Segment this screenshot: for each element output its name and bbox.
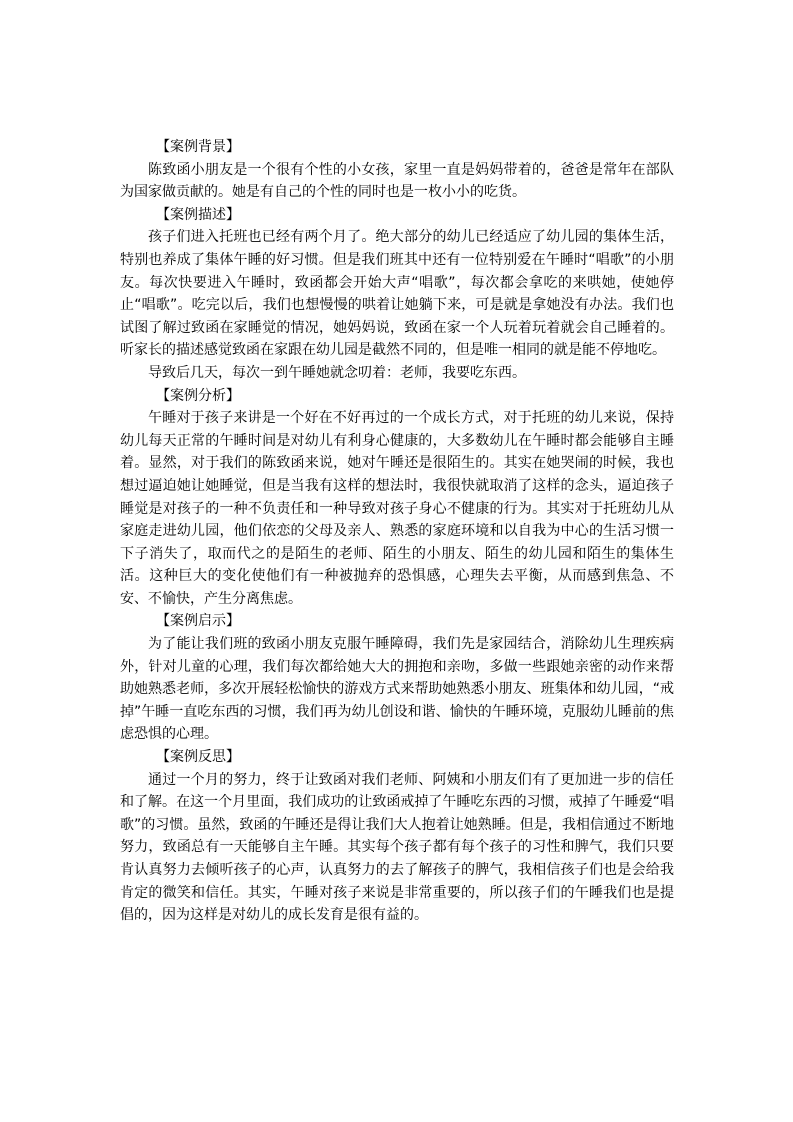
paragraph-description-followup: 导致后几天，每次一到午睡她就念叨着：老师，我要吃东西。 [148,364,526,381]
paragraph-background: 陈致函小朋友是一个很有个性的小女孩，家里一直是妈妈带着的，爸爸是常年在部队为国家做贡献的。她是有自己的个性的同时也是一枚小小的吃货。 [120,161,674,201]
paragraph-inspiration: 为了能让我们班的致函小朋友克服午睡障碍，我们先是家园结合，消除幼儿生理疾病外，针对儿童的心理，我们每次都给她大大的拥抱和亲吻，多做一些跟她亲密的动作来帮助她熟悉老师，多次开展轻松愉快的游戏方式来帮助她熟悉小朋友、班集体和幼儿园，“戒掉”午睡一直吃东西的习惯，我们再为幼儿创设和谐、愉快的午睡环境，克服幼儿睡前的焦虑恐惧的心理。 [120,636,674,743]
paragraph-analysis: 午睡对于孩子来讲是一个好在不好再过的一个成长方式，对于托班的幼儿来说，保持幼儿每天正常的午睡时间是对幼儿有利身心健康的，大多数幼儿在午睡时都会能够自主睡着。显然，对于我们的陈致函来说，她对午睡还是很陌生的。其实在她哭闹的时候，我也想过逼迫她让她睡觉，但是当我有这样的想法时，我很快就取消了这样的念头，逼迫孩子睡觉是对孩子的一种不负责任和一种导致对孩子身心不健康的行为。其实对于托班幼儿从家庭走进幼儿园，他们依恋的父母及亲人、熟悉的家庭环境和以自我为中心的生活习惯一下子消失了，取而代之的是陌生的老师、陌生的小朋友、陌生的幼儿园和陌生的集体生活。这种巨大的变化使他们有一种被抛弃的恐惧感，心理失去平衡，从而感到焦急、不安、不愉快，产生分离焦虑。 [120,410,674,607]
section-heading-description: 【案例描述】 [156,206,240,223]
section-heading-background: 【案例背景】 [156,139,240,155]
document-body [120,136,674,927]
section-heading-inspiration: 【案例启示】 [156,613,240,630]
paragraph-description: 孩子们进入托班也已经有两个月了。绝大部分的幼儿已经适应了幼儿园的集体生活，特别也养成了集体午睡的好习惯。但是我们班其中还有一位特别爱在午睡时“唱歌”的小朋友。每次快要进入午睡时，致函都会开始大声“唱歌”，每次都会拿吃的来哄她，使她停止“唱歌”。吃完以后，我们也想慢慢的哄着让她躺下来，可是就是拿她没有办法。我们也试图了解过致函在家睡觉的情况，她妈妈说，致函在家一个人玩着玩着就会自己睡着的。听家长的描述感觉致函在家跟在幼儿园是截然不同的，但是唯一相同的就是能不停地吃。 [120,229,674,359]
section-heading-reflection: 【案例反思】 [156,749,240,766]
paragraph-reflection: 通过一个月的努力，终于让致函对我们老师、阿姨和小朋友们有了更加进一步的信任和了解。在这一个月里面，我们成功的让致函戒掉了午睡吃东西的习惯，戒掉了午睡爱“唱歌”的习惯。虽然，致函的午睡还是得让我们大人抱着让她熟睡。但是，我相信通过不断地努力，致函总有一天能够自主午睡。其实每个孩子都有每个孩子的习性和脾气，我们只要肯认真努力去倾听孩子的心声，认真努力的去了解孩子的脾气，我相信孩子们也是会给我肯定的微笑和信任。其实，午睡对孩子来说是非常重要的，所以孩子们的午睡我们也是提倡的，因为这样是对幼儿的成长发育是很有益的。 [120,771,674,924]
section-heading-analysis: 【案例分析】 [156,387,240,404]
